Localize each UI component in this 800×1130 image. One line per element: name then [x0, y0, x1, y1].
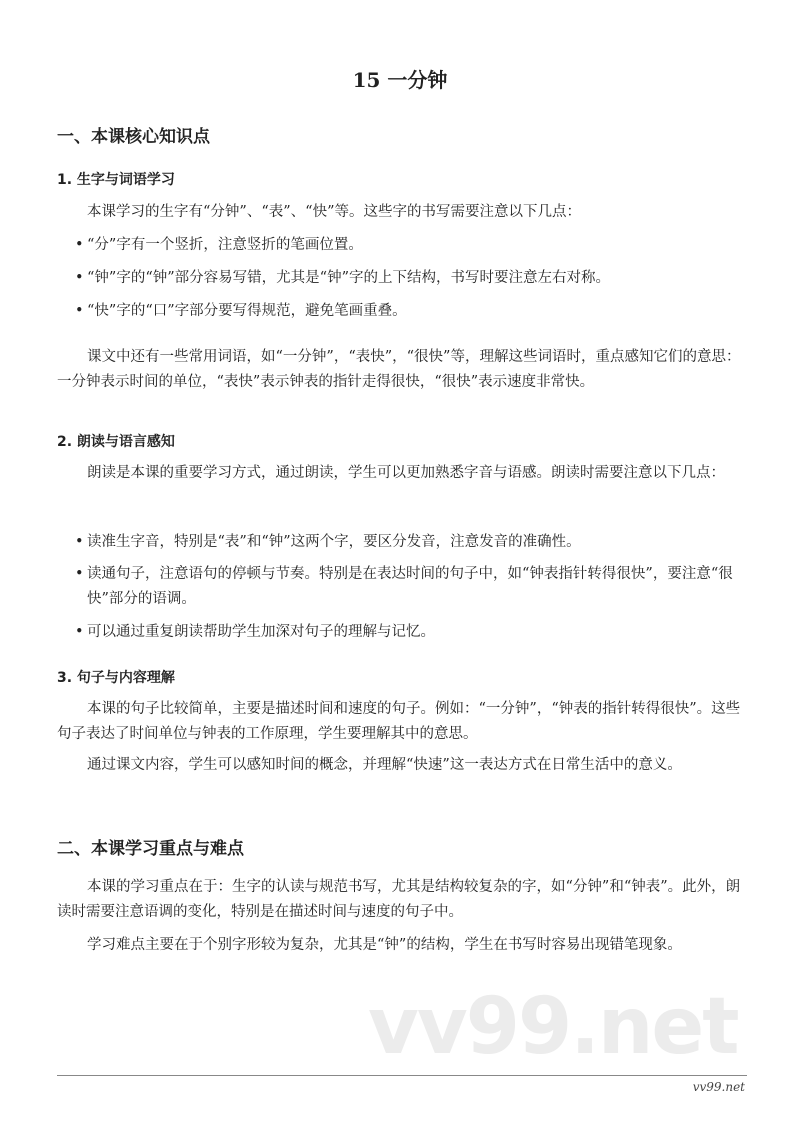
paragraph: 课文中还有一些常用词语，如“一分钟”，“表快”，“很快”等，理解这些词语时，重点感知它们的意思：一分钟表示时间的单位，“表快”表示钟表的指针走得很快，“很快”表示速度非常快。 [57, 349, 741, 390]
paragraph: 朗读是本课的重要学习方式，通过朗读，学生可以更加熟悉字音与语感。朗读时需要注意以下几点： [87, 465, 725, 481]
list-item: • 读通句子，注意语句的停顿与节奏。特别是在表达时间的句子中，如“钟表指针转得很快”，要注意“很快”部分的语调。 [75, 562, 759, 612]
list-item: • “钟”字的“钟”部分容易写错，尤其是“钟”字的上下结构，书写时要注意左右对称。 [75, 266, 759, 291]
list-item: • 可以通过重复朗读帮助学生加深对句子的理解与记忆。 [75, 620, 759, 645]
section-heading: 二、本课学习重点与难点 [57, 839, 244, 859]
list-item: • “快”字的“口”字部分要写得规范，避免笔画重叠。 [75, 299, 759, 324]
list-item: • 读准生字音，特别是“表”和“钟”这两个字，要区分发音，注意发音的准确性。 [75, 530, 759, 555]
subsection-heading: 2. 朗读与语言感知 [57, 434, 175, 450]
footer-site-label: vv99.net [692, 1080, 745, 1094]
footer-divider [57, 1075, 747, 1076]
paragraph: 本课学习的生字有“分钟”、“表”、“快”等。这些字的书写需要注意以下几点： [87, 204, 581, 220]
paragraph: 本课的学习重点在于：生字的认读与规范书写，尤其是结构较复杂的字，如“分钟”和“钟表”。此外，朗读时需要注意语调的变化，特别是在描述时间与速度的句子中。 [57, 879, 741, 920]
subsection-heading: 1. 生字与词语学习 [57, 172, 175, 188]
paragraph: 本课的句子比较简单，主要是描述时间和速度的句子。例如：“一分钟”，“钟表的指针转得很快”。这些句子表达了时间单位与钟表的工作原理，学生要理解其中的意思。 [57, 701, 741, 742]
paragraph: 通过课文内容，学生可以感知时间的概念，并理解“快速”这一表达方式在日常生活中的意义。 [87, 757, 682, 773]
list-item: • “分”字有一个竖折，注意竖折的笔画位置。 [75, 233, 759, 258]
watermark: vv99.net [368, 982, 738, 1072]
page-title: 15 一分钟 [352, 68, 448, 92]
paragraph: 学习难点主要在于个别字形较为复杂，尤其是“钟”的结构，学生在书写时容易出现错笔现象。 [87, 937, 682, 953]
subsection-heading: 3. 句子与内容理解 [57, 670, 175, 686]
section-heading: 一、本课核心知识点 [57, 127, 210, 147]
